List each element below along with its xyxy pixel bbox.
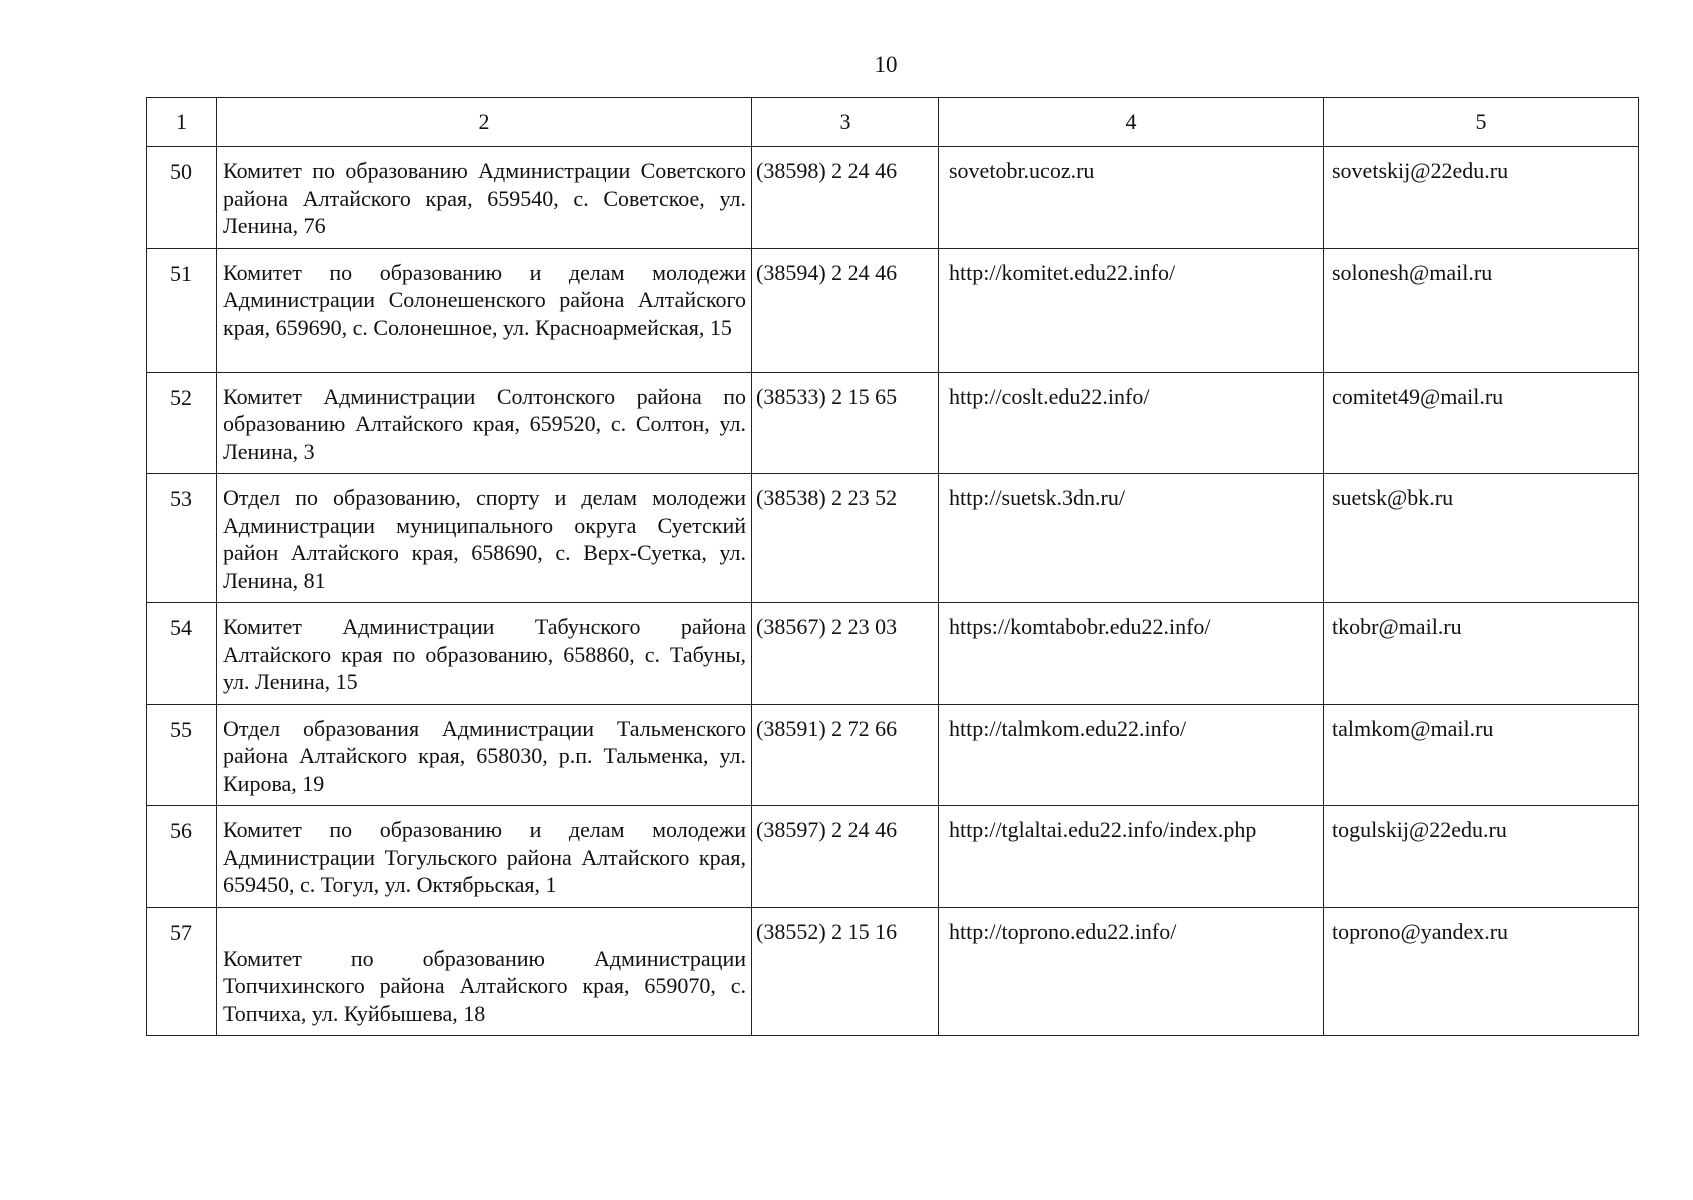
table-row — [147, 603, 1639, 705]
website: http://komitet.edu22.info/ — [939, 248, 1324, 372]
email-address: toprono@yandex.ru — [1324, 907, 1639, 1036]
row-number: 52 — [147, 372, 217, 474]
email-address: suetsk@bk.ru — [1324, 474, 1639, 603]
organization-name: Комитет по образованию и делам молодежи Администрации Солонешенского района Алтайского края, 659690, с. Солонешное, ул. Красноармейская, 15 — [217, 248, 752, 372]
blank-line — [223, 918, 746, 945]
organization-name: Отдел образования Администрации Тальменского района Алтайского края, 658030, р.п. Тальменка, ул. Кирова, 19 — [217, 704, 752, 806]
phone-number: (38597) 2 24 46 — [752, 806, 939, 908]
email-address: comitet49@mail.ru — [1324, 372, 1639, 474]
column-header: 2 — [217, 98, 752, 147]
website: http://tglaltai.edu22.info/index.php — [939, 806, 1324, 908]
row-number: 57 — [147, 907, 217, 1036]
table-row — [147, 907, 1639, 1036]
organization-name-cell — [217, 907, 752, 1036]
table-row — [147, 147, 1639, 249]
phone-number: (38591) 2 72 66 — [752, 704, 939, 806]
column-header: 1 — [147, 98, 217, 147]
organizations-table — [146, 97, 1639, 1036]
row-number: 50 — [147, 147, 217, 249]
website: https://komtabobr.edu22.info/ — [939, 603, 1324, 705]
table-row — [147, 806, 1639, 908]
row-number: 53 — [147, 474, 217, 603]
phone-number: (38552) 2 15 16 — [752, 907, 939, 1036]
email-address: togulskij@22edu.ru — [1324, 806, 1639, 908]
website: http://coslt.edu22.info/ — [939, 372, 1324, 474]
phone-number: (38598) 2 24 46 — [752, 147, 939, 249]
phone-number: (38594) 2 24 46 — [752, 248, 939, 372]
organization-name: Комитет по образованию и делам молодежи Администрации Тогульского района Алтайского края, 659450, с. Тогул, ул. Октябрьская, 1 — [217, 806, 752, 908]
website: http://toprono.edu22.info/ — [939, 907, 1324, 1036]
email-address: sovetskij@22edu.ru — [1324, 147, 1639, 249]
phone-number: (38538) 2 23 52 — [752, 474, 939, 603]
table-row — [147, 248, 1639, 372]
website: http://talmkom.edu22.info/ — [939, 704, 1324, 806]
page-number: 10 — [874, 52, 898, 77]
organization-name: Отдел по образованию, спорту и делам молодежи Администрации муниципального округа Суетский район Алтайского края, 658690, с. Верх-Суетка, ул. Ленина, 81 — [217, 474, 752, 603]
email-address: solonesh@mail.ru — [1324, 248, 1639, 372]
table-header-row — [147, 98, 1639, 147]
organization-name: Комитет по образованию Администрации Советского района Алтайского края, 659540, с. Советское, ул. Ленина, 76 — [217, 147, 752, 249]
organization-name: Комитет Администрации Табунского района Алтайского края по образованию, 658860, с. Табуны, ул. Ленина, 15 — [217, 603, 752, 705]
table-row — [147, 474, 1639, 603]
organization-name: Комитет по образованию Администрации Топчихинского района Алтайского края, 659070, с. Топчиха, ул. Куйбышева, 18 — [223, 945, 746, 1026]
row-number: 55 — [147, 704, 217, 806]
phone-number: (38533) 2 15 65 — [752, 372, 939, 474]
column-header: 5 — [1324, 98, 1639, 147]
column-header: 4 — [939, 98, 1324, 147]
column-header: 3 — [752, 98, 939, 147]
email-address: talmkom@mail.ru — [1324, 704, 1639, 806]
phone-number: (38567) 2 23 03 — [752, 603, 939, 705]
website: http://suetsk.3dn.ru/ — [939, 474, 1324, 603]
row-number: 56 — [147, 806, 217, 908]
organization-name: Комитет Администрации Солтонского района по образованию Алтайского края, 659520, с. Солтон, ул. Ленина, 3 — [217, 372, 752, 474]
row-number: 54 — [147, 603, 217, 705]
table-row — [147, 372, 1639, 474]
email-address: tkobr@mail.ru — [1324, 603, 1639, 705]
row-number: 51 — [147, 248, 217, 372]
website: sovetobr.ucoz.ru — [939, 147, 1324, 249]
table-row — [147, 704, 1639, 806]
